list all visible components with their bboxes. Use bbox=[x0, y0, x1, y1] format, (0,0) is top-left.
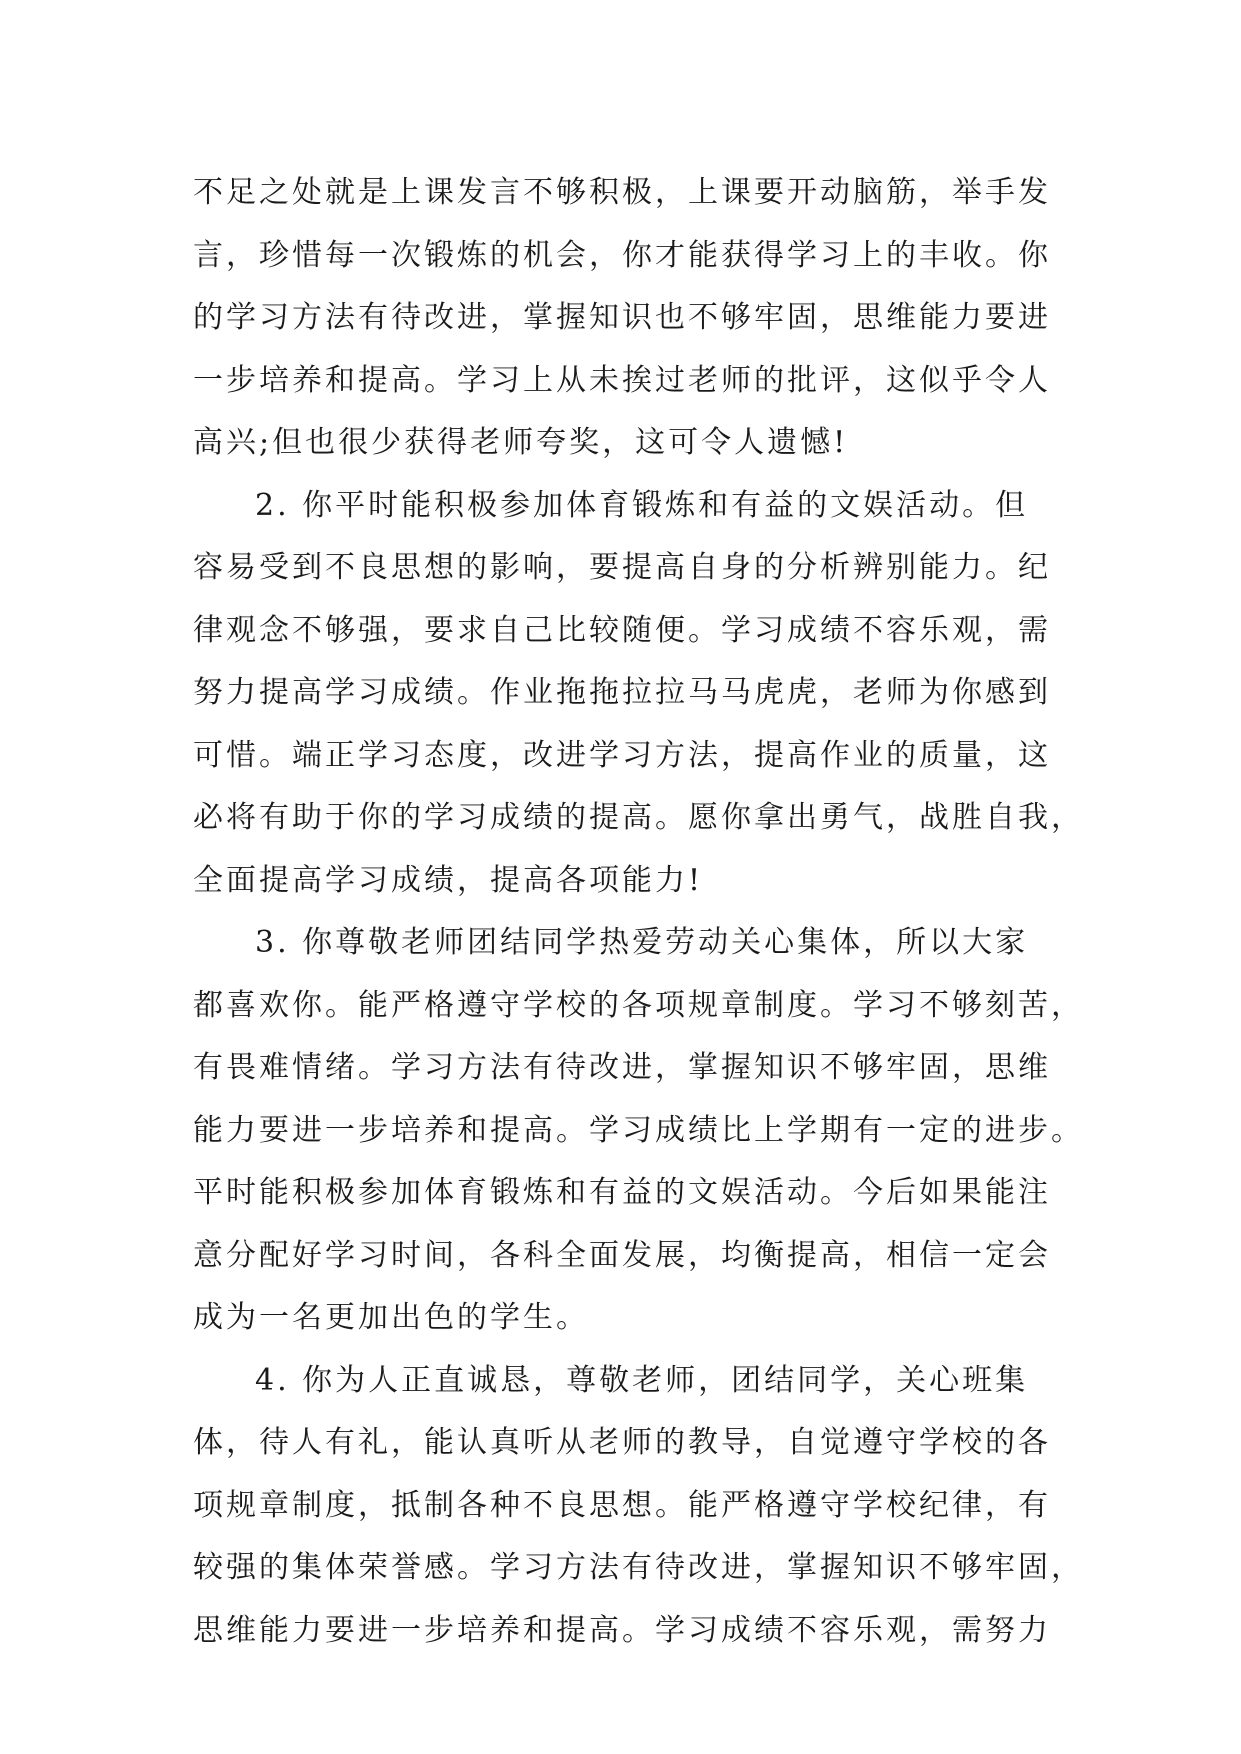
text-line: 言，珍惜每一次锻炼的机会，你才能获得学习上的丰收。你 bbox=[193, 237, 1051, 273]
text-line: 必将有助于你的学习成绩的提高。愿你拿出勇气，战胜自我， bbox=[193, 800, 1084, 835]
paragraph-3-first-line: 3. 你尊敬老师团结同学热爱劳动关心集体，所以大家 bbox=[255, 925, 1029, 960]
document-body bbox=[193, 162, 1084, 1662]
text-line: 一步培养和提高。学习上从未挨过老师的批评，这似乎令人 bbox=[193, 362, 1051, 398]
text-line: 全面提高学习成绩，提高各项能力! bbox=[193, 862, 704, 898]
text-line: 项规章制度，抵制各种不良思想。能严格遵守学校纪律，有 bbox=[193, 1487, 1051, 1523]
text-line: 有畏难情绪。学习方法有待改进，掌握知识不够牢固，思维 bbox=[193, 1050, 1051, 1085]
text-line: 能力要进一步培养和提高。学习成绩比上学期有一定的进步。 bbox=[193, 1112, 1084, 1148]
text-line: 可惜。端正学习态度，改进学习方法，提高作业的质量，这 bbox=[193, 737, 1051, 773]
text-line: 意分配好学习时间，各科全面发展，均衡提高，相信一定会 bbox=[193, 1237, 1051, 1273]
text-line: 不足之处就是上课发言不够积极，上课要开动脑筋，举手发 bbox=[193, 175, 1051, 210]
text-line: 思维能力要进一步培养和提高。学习成绩不容乐观，需努力 bbox=[193, 1612, 1051, 1648]
text-line: 体，待人有礼，能认真听从老师的教导，自觉遵守学校的各 bbox=[193, 1425, 1051, 1460]
text-line: 的学习方法有待改进，掌握知识也不够牢固，思维能力要进 bbox=[193, 300, 1051, 335]
text-line: 容易受到不良思想的影响，要提高自身的分析辨别能力。纪 bbox=[193, 550, 1051, 585]
text-line: 都喜欢你。能严格遵守学校的各项规章制度。学习不够刻苦， bbox=[193, 987, 1084, 1023]
text-line: 努力提高学习成绩。作业拖拖拉拉马马虎虎，老师为你感到 bbox=[193, 675, 1051, 710]
text-line: 高兴;但也很少获得老师夸奖，这可令人遗憾! bbox=[193, 425, 849, 460]
paragraph-2-first-line: 2. 你平时能积极参加体育锻炼和有益的文娱活动。但 bbox=[255, 487, 1029, 523]
text-line: 律观念不够强，要求自己比较随便。学习成绩不容乐观，需 bbox=[193, 612, 1051, 648]
text-line: 成为一名更加出色的学生。 bbox=[193, 1300, 589, 1335]
text-line: 较强的集体荣誉感。学习方法有待改进，掌握知识不够牢固， bbox=[193, 1550, 1084, 1585]
paragraph-4-first-line: 4. 你为人正直诚恳，尊敬老师，团结同学，关心班集 bbox=[255, 1362, 1029, 1398]
text-line: 平时能积极参加体育锻炼和有益的文娱活动。今后如果能注 bbox=[193, 1175, 1051, 1210]
